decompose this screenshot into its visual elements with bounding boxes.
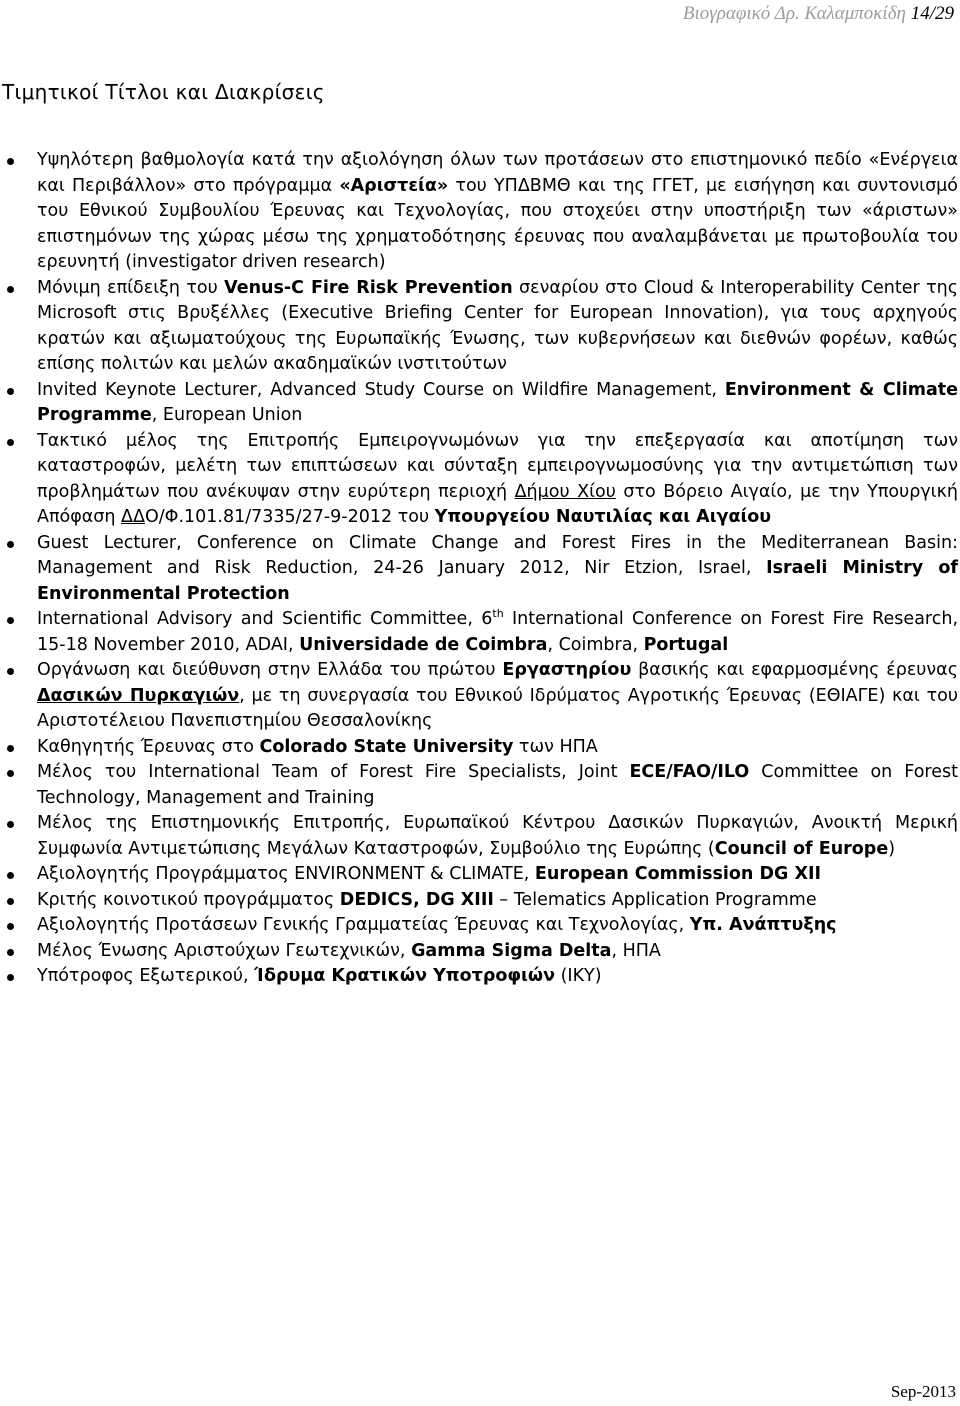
list-item: Καθηγητής Έρευνας στο Colorado State University των ΗΠΑ [0, 735, 958, 761]
list-item: Μέλος του International Team of Forest Fire Specialists, Joint ECE/FAO/ILO Committee on Forest Technology, Management and Training [0, 760, 958, 811]
document-title: Βιογραφικό Δρ. Καλαμποκίδη [682, 3, 906, 24]
page-number: 14/29 [910, 3, 954, 24]
list-item: Αξιολογητής Προγράμματος ENVIRONMENT & CLIMATE, European Commission DG XII [0, 862, 958, 888]
list-item: Υψηλότερη βαθμολογία κατά την αξιολόγηση όλων των προτάσεων στο επιστημονικό πεδίο «Ενέργεια και Περιβάλλον» στο πρόγραμμα «Αριστεία» του ΥΠΔΒΜΘ και της ΓΓΕΤ, με εισήγηση και συντονισμό του Εθνικού Συμβουλίου Έρευνας και Τεχνολογίας, που στοχεύει στην υποστήριξη των «άριστων» επιστημόνων της χώρας μέσω της χρηματοδότησης έρευνας που αναλαμβάνεται με πρωτοβουλία του ερευνητή (investigator driven research) [0, 148, 958, 276]
list-item: International Advisory and Scientific Committee, 6th International Conference on Forest Fire Research, 15-18 November 2010, ADAI, Universidade de Coimbra, Coimbra, Portugal [0, 607, 958, 658]
honors-list [0, 148, 958, 990]
list-item: Guest Lecturer, Conference on Climate Change and Forest Fires in the Mediterranean Basin: Management and Risk Reduction, 24-26 January 2012, Nir Etzion, Israel, Israeli Ministry of Environmental Protection [0, 531, 958, 608]
list-item: Οργάνωση και διεύθυνση στην Ελλάδα του πρώτου Εργαστηρίου βασικής και εφαρμοσμένης έρευνας Δασικών Πυρκαγιών, με τη συνεργασία του Εθνικού Ιδρύματος Αγροτικής Έρευνας (ΕΘΙΑΓΕ) και του Αριστοτέλειου Πανεπιστημίου Θεσσαλονίκης [0, 658, 958, 735]
list-item: Invited Keynote Lecturer, Advanced Study Course on Wildfire Management, Environment & Climate Programme, European Union [0, 378, 958, 429]
page-header [683, 3, 954, 25]
list-item: Μέλος της Επιστημονικής Επιτροπής, Ευρωπαϊκού Κέντρου Δασικών Πυρκαγιών, Ανοικτή Μερική Συμφωνία Αντιμετώπισης Μεγάλων Καταστροφών, Συμβούλιο της Ευρώπης (Council of Europe) [0, 811, 958, 862]
page-footer-date: Sep-2013 [890, 1382, 956, 1401]
list-item: Υπότροφος Εξωτερικού, Ίδρυμα Κρατικών Υποτροφιών (ΙΚΥ) [0, 964, 958, 990]
list-item: Μέλος Ένωσης Αριστούχων Γεωτεχνικών, Gamma Sigma Delta, ΗΠΑ [0, 939, 958, 965]
list-item: Αξιολογητής Προτάσεων Γενικής Γραμματείας Έρευνας και Τεχνολογίας, Υπ. Ανάπτυξης [0, 913, 958, 939]
list-item: Μόνιμη επίδειξη του Venus-C Fire Risk Prevention σεναρίου στο Cloud & Interoperability Center της Microsoft στις Βρυξέλλες (Executive Briefing Center for European Innovation), για τους αρχηγούς κρατών και αξιωματούχους της Ευρωπαϊκής Ένωσης, των κυβερνήσεων και διεθνών φορέων, καθώς επίσης πολιτών και μελών ακαδημαϊκών ινστιτούτων [0, 276, 958, 378]
list-item: Κριτής κοινοτικού προγράμματος DEDICS, DG XIII – Telematics Application Programme [0, 888, 958, 914]
list-item: Τακτικό μέλος της Επιτροπής Εμπειρογνωμόνων για την επεξεργασία και αποτίμηση των καταστροφών, μελέτη των επιπτώσεων και σύνταξη εμπειρογνωμοσύνης για την αντιμετώπιση των προβλημάτων που ανέκυψαν στην ευρύτερη περιοχή Δήμου Χίου στο Βόρειο Αιγαίο, με την Υπουργική Απόφαση ΔΔΟ/Φ.101.81/7335/27-9-2012 του Υπουργείου Ναυτιλίας και Αιγαίου [0, 429, 958, 531]
section-title: Τιμητικοί Τίτλοι και Διακρίσεις [2, 80, 325, 104]
